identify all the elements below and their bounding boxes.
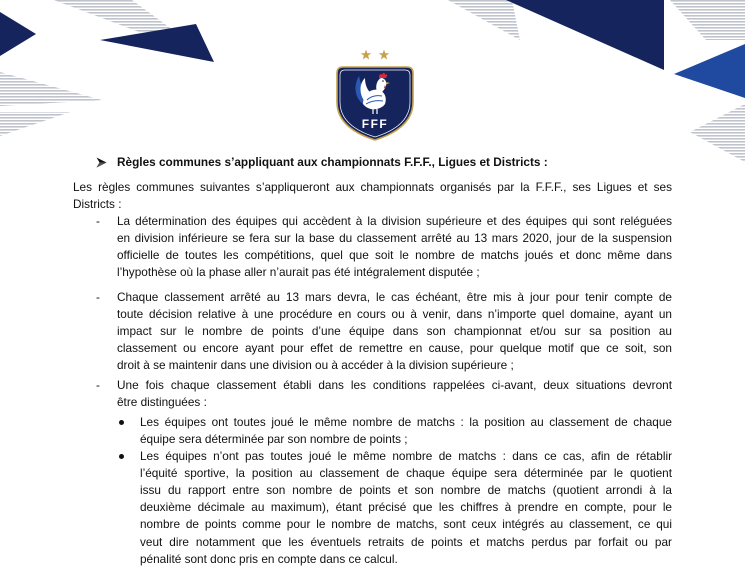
list-item-line: officielle de toutes les compétitions, quel que soit le nombre de matchs joués et donc même dans bbox=[117, 248, 672, 263]
sub-list-item-line: nombre de points comme pour le nombre de matchs, sont ceux intégrés au classement, ce qui bbox=[140, 517, 672, 532]
star-icon bbox=[379, 50, 389, 60]
list-item-line: Une fois chaque classement établi dans les conditions rappelées ci-avant, deux situations devront bbox=[117, 377, 672, 392]
intro-paragraph bbox=[73, 179, 672, 213]
list-item-line: La détermination des équipes qui accèdent à la division supérieure et des équipes qui sont reléguées bbox=[117, 213, 672, 228]
sub-list-item-line: veut dire notamment que les éventuels retraits de points et matchs perdus par forfait ou par bbox=[140, 534, 672, 549]
sub-list-item bbox=[118, 414, 672, 448]
logo-text: FFF bbox=[361, 117, 389, 131]
sub-list-item-line: pénalité sont donc pris en compte dans ce calcul. bbox=[140, 551, 398, 566]
sub-list-item bbox=[118, 448, 672, 568]
list-item-line: impact sur le nombre de points d’une équipe dans son championnat et/ou sur sa position au bbox=[117, 323, 672, 338]
bullet-icon bbox=[119, 454, 124, 459]
section-heading bbox=[95, 154, 672, 172]
list-item-line: droit à se maintenir dans une division ou à accéder à la division supérieure ; bbox=[117, 358, 514, 373]
hatched-triangle-left-bottom bbox=[0, 112, 70, 136]
navy-triangle-top-right bbox=[506, 0, 664, 70]
sub-list-item-line: issu du rapport entre son nombre de points et son nombre de matchs (quotient arrondi à la bbox=[140, 482, 672, 497]
list-marker: - bbox=[96, 289, 100, 304]
sub-list-item-line: deuxième décimale au maximum), étant précisé que les chiffres à prendre en compte, pour le bbox=[140, 500, 672, 515]
sub-list-item-line: l’équité sportive, la position au classement de chaque équipe sera déterminée par le quotient bbox=[140, 465, 672, 480]
sub-list-item-line: Les équipes ont toutes joué le même nombre de matchs : la position au classement de chaque bbox=[140, 415, 672, 429]
arrowhead-bullet-icon bbox=[96, 157, 107, 168]
sub-list-item-line: équipe sera déterminée par son nombre de points ; bbox=[140, 432, 408, 447]
list-marker: - bbox=[96, 213, 100, 228]
bullet-icon bbox=[119, 420, 124, 425]
hatched-triangle-right-lower bbox=[690, 104, 745, 162]
list-item-line: en division inférieure se fera sur la base du classement arrêté au 13 mars 2020, jour de la suspension bbox=[117, 231, 672, 245]
list-item-line: Chaque classement arrêté au 13 mars devra, le cas échéant, être mis à jour pour tenir compte de bbox=[117, 289, 672, 304]
fff-logo bbox=[333, 44, 417, 144]
blue-triangle-right-edge bbox=[674, 44, 745, 98]
hatched-triangle-top-right bbox=[448, 0, 520, 40]
list-item bbox=[95, 213, 672, 282]
hatched-triangle-left-lower bbox=[0, 72, 102, 106]
sub-list-item-line: Les équipes n’ont pas toutes joué le même nombre de matchs : dans ce cas, afin de rétablir bbox=[140, 448, 672, 463]
intro-line: Districts : bbox=[73, 197, 122, 212]
intro-line: Les règles communes suivantes s’appliqueront aux championnats organisés par la F.F.F., ses Ligues et ses bbox=[73, 180, 672, 194]
list-item bbox=[95, 289, 672, 375]
list-item-line: classement ou encore ayant pour effet de remettre en cause, pour quelque motif que ce soit, son bbox=[117, 341, 672, 356]
list-item bbox=[95, 377, 672, 411]
section-heading-text: Règles communes s’appliquant aux championnats F.F.F., Ligues et Districts : bbox=[117, 155, 548, 169]
list-item-line: être distinguées : bbox=[117, 394, 207, 409]
list-item-line: toute décision relative à une procédure en cours ou à venir, dans n’importe quel domaine, ayant un bbox=[117, 306, 672, 321]
list-item-line: l’hypothèse où la phase aller n’aurait pas été intégralement disputée ; bbox=[117, 265, 480, 280]
navy-triangle-left-edge bbox=[0, 12, 36, 56]
star-icon bbox=[361, 50, 371, 60]
list-marker: - bbox=[96, 377, 100, 392]
hatched-band-top-right-corner bbox=[670, 0, 745, 40]
